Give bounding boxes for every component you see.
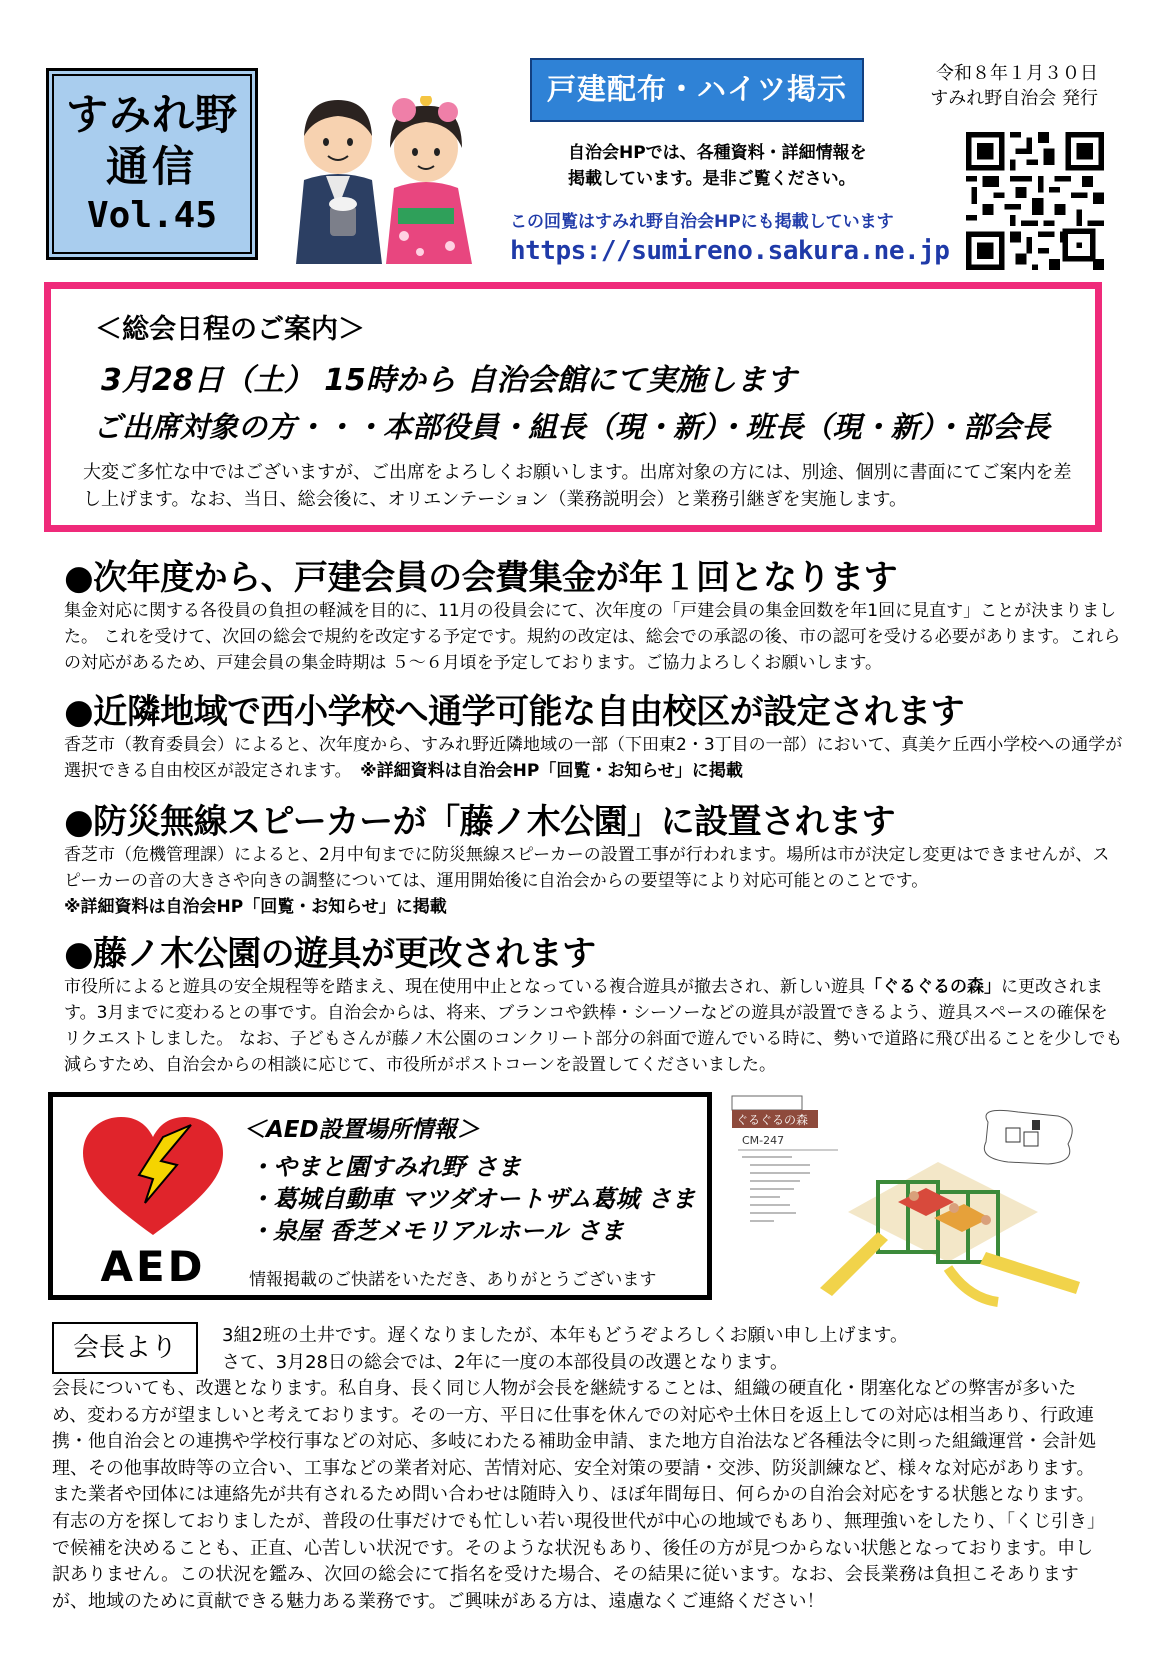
article-heading: ●近隣地域で西小学校へ通学可能な自由校区が設定されます: [64, 692, 965, 732]
chairman-message: 会長についても、改選となります。私自身、長く同じ人物が会長を継続することは、組織の硬直化・閉塞化などの弊害が多いため、変わる方が望ましいと考えております。その一方、平日に仕事を休んでの対応や土休日を返上しての対応は相当あり、行政連携・他自治会との連携や学校行事などの対応、多岐にわたる補助金申請、また地方自治法など各種法令に則った組織運営・会計処理、その他事故時等の立合い、工事などの業者対応、苦情対応、安全対策の要請・交渉、防災訓練など、様々な対応があります。また業者や団体には連絡先が共有されるため問い合わせは随時入り、ほぼ年間毎日、何らかの自治会対応をする状態となります。有志の方を探しておりましたが、普段の仕事だけでも忙しい若い現役世代が中心の地域でもあり、無理強いをしたり、「くじ引き」で候補を決めることも、正直、心苦しい状況です。そのような状況もあり、後任の方が見つからない状態となっております。申し訳ありません。この状況を鑑み、次回の総会にて指名を受けた場合、その結果に従います。なお、会長業務は負担こそありますが、地域のために貢献できる魅力ある業務です。ご興味がある方は、遠慮なくご連絡ください！: [52, 1378, 1096, 1612]
article-heading: ●防災無線スピーカーが「藤ノ木公園」に設置されます: [64, 802, 896, 842]
qr-code-icon[interactable]: [966, 132, 1104, 270]
newsletter-title: すみれ野: [65, 90, 238, 139]
volume-number: Vol.45: [86, 195, 218, 236]
article-heading: ●次年度から、戸建会員の会費集金が年１回となります: [64, 558, 898, 598]
detail-note: ※詳細資料は自治会HP「回覧・お知らせ」に掲載: [360, 761, 743, 781]
chairman-intro: 3組2班の土井です。遅くなりましたが、本年もどうぞよろしくお願い申し上げます。: [222, 1325, 909, 1346]
playground-name: 「ぐるぐるの森」: [865, 977, 1002, 997]
newsletter-title-line2: 通信: [105, 142, 198, 191]
notice-body: 大変ご多忙な中ではございますが、ご出席をよろしくお願いします。出席対象の方には、別途、個別に書面にてご案内を差し上げます。なお、当日、総会後に、オリエンテーション（業務説明会）と業務引継ぎを実施します。: [83, 462, 1072, 510]
aed-heart-icon: [83, 1117, 223, 1287]
article-body-text: 市役所によると遊具の安全規程等を踏まえ、現在使用中止となっている複合遊具が撤去され、新しい遊具: [64, 977, 866, 997]
detail-note: ※詳細資料は自治会HP「回覧・お知らせ」に掲載: [64, 897, 447, 917]
aed-location-item: ・やまと園すみれ野 さま: [249, 1153, 522, 1181]
distribution-badge: 戸建配布・ハイツ掲示: [530, 58, 864, 122]
hp-info-line: 掲載しています。是非ご覧ください。: [568, 169, 856, 189]
aed-location-item: ・泉屋 香芝メモリアルホール さま: [249, 1217, 625, 1245]
hp-info-note: [568, 140, 938, 192]
chairman-intro: さて、3月28日の総会では、2年に一度の本部役員の改選となります。: [222, 1352, 789, 1373]
aed-title: ＜AED設置場所情報＞: [243, 1117, 480, 1143]
meeting-attendees: ご出席対象の方・・・本部役員・組長（現・新）・班長（現・新）・部会長: [93, 410, 1051, 444]
website-link[interactable]: https://sumireno.sakura.ne.jp: [510, 236, 950, 266]
issuer: すみれ野自治会 発行: [930, 88, 1098, 109]
hp-info-line: 自治会HPでは、各種資料・詳細情報を: [568, 143, 867, 163]
newsletter-title-box: [46, 68, 258, 260]
article-body: [64, 974, 1124, 1078]
playground-tag: ぐるぐるの森: [736, 1113, 809, 1127]
playground-model: CM-247: [742, 1134, 785, 1147]
meeting-date: 3月28日（土） 15時から 自治会館にて実施します: [101, 363, 797, 398]
article-body: 集金対応に関する各役員の負担の軽減を目的に、11月の役員会にて、次年度の「戸建会員の集金回数を年1回に見直す」ことが決まりました。 これを受けて、次回の総会で規約を改定する予定です。規約の改定は、総会での承認の後、市の認可を受ける必要があります。これらの対応があるため、戸建会員の集金時期は ５～６月頃を予定しております。ご協力よろしくお願いします。: [64, 601, 1121, 673]
article-body-text: に更改されます。3月までに変わるとの事です。自治会からは、将来、ブランコや鉄棒・シーソーなどの遊具が設置できるよう、遊具スペースの確保をリクエストしました。 なお、子どもさんが藤ノ木公園のコンクリート部分の斜面で遊んでいる時に、勢いで道路に飛び出ることを少しでも減らすため、自治会からの相談に応じて、市役所がポストコーンを設置してくださいました。: [64, 977, 1123, 1075]
article-heading: ●藤ノ木公園の遊具が更改されます: [64, 934, 596, 974]
notice-heading: ＜総会日程のご案内＞: [95, 314, 365, 345]
article-body: [64, 732, 1124, 784]
article-body-text: 香芝市（教育委員会）によると、次年度から、すみれ野近隣地域の一部（下田東2・3丁目の一部）において、真美ケ丘西小学校への通学が選択できる自由校区が設定されます。: [64, 735, 1123, 781]
aed-logo-text: AED: [100, 1242, 206, 1287]
general-meeting-notice: [44, 282, 1102, 532]
aed-location-item: ・葛城自動車 マツダオートザム葛城 さま: [249, 1185, 696, 1213]
aed-info-box: [48, 1092, 712, 1300]
playground-equipment-image: [728, 1092, 1100, 1320]
new-year-couple-illustration: [290, 96, 475, 264]
issue-date: 令和８年１月３０日: [936, 63, 1098, 84]
article-body: 香芝市（危機管理課）によると、2月中旬までに防災無線スピーカーの設置工事が行われます。場所は市が決定し変更はできませんが、スピーカーの音の大きさや向きの調整については、運用開始後に自治会からの要望等により対応可能とのことです。: [64, 845, 1110, 891]
circular-note: この回覧はすみれ野自治会HPにも掲載しています: [510, 212, 894, 232]
chairman-label: 会長より: [52, 1322, 198, 1374]
aed-thanks: 情報掲載のご快諾をいただき、ありがとうございます: [249, 1270, 657, 1290]
